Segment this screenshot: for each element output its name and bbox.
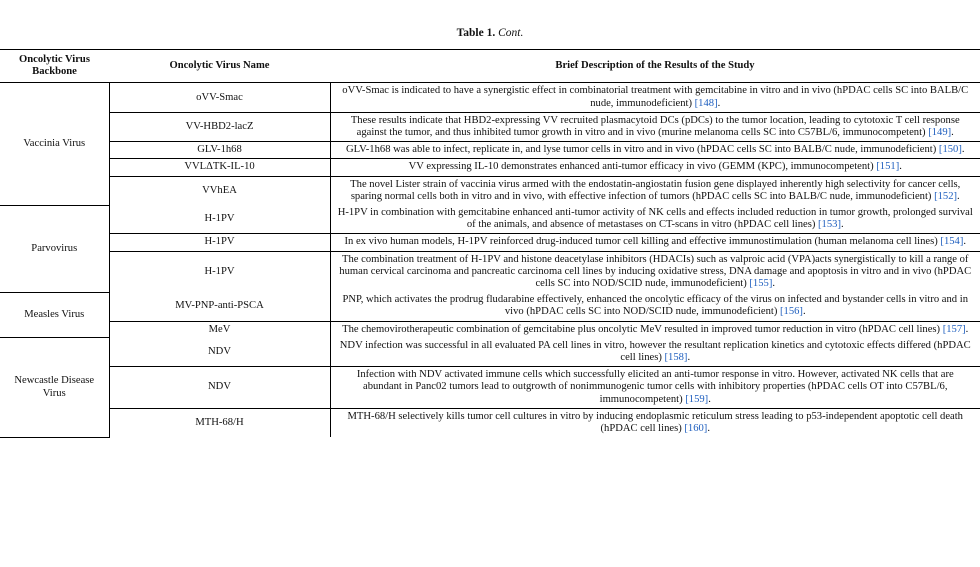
description-cell [330, 112, 980, 141]
header-virus-name: Oncolytic Virus Name [109, 50, 330, 83]
reference-link[interactable]: [151] [876, 161, 900, 173]
description-end: . [707, 423, 710, 435]
description-end: . [708, 393, 711, 405]
table-cont: Cont. [498, 27, 524, 39]
description-cell [330, 321, 980, 338]
description-end: . [840, 219, 844, 231]
table-row [0, 112, 980, 141]
description-end: . [963, 236, 967, 248]
virus-name-cell: H-1PV [109, 251, 330, 292]
description-cell [330, 338, 980, 367]
virus-name-cell: MV-PNP-anti-PSCA [109, 292, 330, 321]
description-end: . [961, 144, 965, 156]
table-row [0, 251, 980, 292]
virus-name-cell: NDV [109, 367, 330, 409]
table-label: Table 1. [456, 27, 496, 39]
description-text: oVV-Smac is indicated to have a synergistic effect in combinatorial treatment with gemcitabine in vitro and in vivo (hPDAC cells SC into BALB/C nude, immunodeficient) [342, 85, 969, 109]
virus-name-cell: VVhEA [109, 176, 330, 205]
reference-link[interactable]: [159] [685, 393, 709, 405]
description-text: Infection with NDV activated immune cells which successfully elicited an anti-tumor response in vitro. However, activated NK cells that are abundant in Panc02 tumors lead to outgrowth of nonimmunogenic tumor cells with inhibitory properties (hPDAC cells OT into C57BL/6, immunocompetent) [356, 369, 954, 405]
table-row [0, 142, 980, 159]
reference-link[interactable]: [157] [942, 323, 966, 335]
description-cell [330, 292, 980, 321]
description-end: . [951, 127, 954, 139]
table-row [0, 338, 980, 367]
table-row [0, 159, 980, 176]
virus-name-cell: MeV [109, 321, 330, 338]
reference-link[interactable]: [155] [749, 278, 773, 290]
table-row [0, 83, 980, 112]
description-end: . [802, 306, 806, 318]
virus-backbone-cell: Vaccinia Virus [0, 83, 109, 205]
description-end: . [717, 97, 721, 109]
reference-link[interactable]: [150] [938, 144, 962, 156]
description-cell [330, 142, 980, 159]
description-text: GLV-1h68 was able to infect, replicate in, and lyse tumor cells in vitro and in vivo (hPDAC cells SC into BALB/C nude, immunodeficient) [345, 144, 939, 156]
virus-name-cell: oVV-Smac [109, 83, 330, 112]
table-row [0, 321, 980, 338]
reference-link[interactable]: [156] [780, 306, 803, 318]
table-row [0, 234, 980, 251]
reference-link[interactable]: [153] [818, 219, 841, 231]
virus-backbone-cell: Newcastle Disease Virus [0, 338, 109, 437]
description-end: . [687, 352, 691, 364]
description-cell [330, 251, 980, 292]
header-row [0, 50, 980, 83]
header-description: Brief Description of the Results of the Study [330, 50, 980, 83]
virus-name-cell: VV-HBD2-lacZ [109, 112, 330, 141]
virus-name-cell: H-1PV [109, 205, 330, 234]
virus-name-cell: VVLΔTK-IL-10 [109, 159, 330, 176]
description-end: . [772, 278, 776, 290]
description-cell [330, 408, 980, 437]
virus-name-cell: MTH-68/H [109, 408, 330, 437]
description-text: VV expressing IL-10 demonstrates enhanced anti-tumor efficacy in vivo (GEMM (KPC), immunocompetent) [408, 161, 877, 173]
description-cell [330, 367, 980, 409]
reference-link[interactable]: [148] [694, 97, 718, 109]
description-cell [330, 83, 980, 112]
virus-name-cell: GLV-1h68 [109, 142, 330, 159]
reference-link[interactable]: [152] [934, 190, 958, 202]
description-cell [330, 205, 980, 234]
virus-name-cell: NDV [109, 338, 330, 367]
description-cell [330, 234, 980, 251]
reference-link[interactable]: [158] [664, 352, 688, 364]
table-caption [0, 26, 980, 40]
virus-name-cell: H-1PV [109, 234, 330, 251]
description-text: In ex vivo human models, H-1PV reinforced drug-induced tumor cell killing and effective immunostimulation (human melanoma cell lines) [344, 236, 941, 248]
table-row [0, 367, 980, 409]
virus-backbone-cell: Parvovirus [0, 205, 109, 292]
table-body [0, 83, 980, 437]
description-end: . [957, 190, 960, 202]
reference-link[interactable]: [154] [940, 236, 964, 248]
virus-backbone-cell: Measles Virus [0, 292, 109, 338]
description-cell [330, 176, 980, 205]
table-row [0, 176, 980, 205]
description-end: . [899, 161, 902, 173]
description-cell [330, 159, 980, 176]
reference-link[interactable]: [149] [928, 127, 952, 139]
description-text: MTH-68/H selectively kills tumor cell cultures in vitro by inducing endoplasmic reticulum stress leading to p53-independent apoptotic cell death (hPDAC cell lines) [347, 410, 963, 435]
description-text: These results indicate that HBD2-expressing VV recruited plasmacytoid DCs (pDCs) to the tumor location, leading to cytotoxic T cell response against the tumor, and thus inhibited tumor growth in vitro and in vivo (murine melanoma cells SC into C57BL/6, immunocompetent) [350, 114, 960, 139]
description-text: The novel Lister strain of vaccinia virus armed with the endostatin-angiostatin fusion gene displayed inherently high selectivity for cancer cells, sparing normal cells both in vitro and in vivo, with effective infection of tumors (hPDAC cells SC into BALB/C nude, immunodeficient) [350, 178, 961, 202]
header-backbone: Oncolytic Virus Backbone [0, 50, 109, 83]
description-end: . [965, 323, 969, 335]
table-row [0, 205, 980, 234]
table-row [0, 292, 980, 321]
results-table [0, 49, 980, 438]
reference-link[interactable]: [160] [684, 423, 708, 435]
description-text: PNP, which activates the prodrug fludarabine effectively, enhanced the oncolytic efficacy of the virus on infected and bystander cells in vitro and in vivo (hPDAC cells SC into NOD/SCID nude, immunodeficient) [342, 294, 968, 318]
table-row [0, 408, 980, 437]
description-text: The combination treatment of H-1PV and histone deacetylase inhibitors (HDACIs) such as valproic acid (VPA)acts synergistically to kill a range of human cervical carcinoma and pancreatic carcinoma cell lines by inducing oxidative stress, DNA damage and apoptosis in vitro and in vivo (hPDAC cells SC into NOD/SCID nude, immunodeficient) [339, 253, 972, 290]
description-text: NDV infection was successful in all evaluated PA cell lines in vitro, however the resultant replication kinetics and cytotoxic effects differed (hPDAC cell lines) [339, 339, 971, 364]
description-text: The chemovirotherapeutic combination of gemcitabine plus oncolytic MeV resulted in improved tumor reduction in vitro (hPDAC cell lines) [342, 323, 943, 335]
description-text: H-1PV in combination with gemcitabine enhanced anti-tumor activity of NK cells and effects included reduction in tumor growth, prolonged survival of the animals, and absence of metastases on CT-scans in vitro (hPDAC cell lines) [337, 207, 973, 231]
